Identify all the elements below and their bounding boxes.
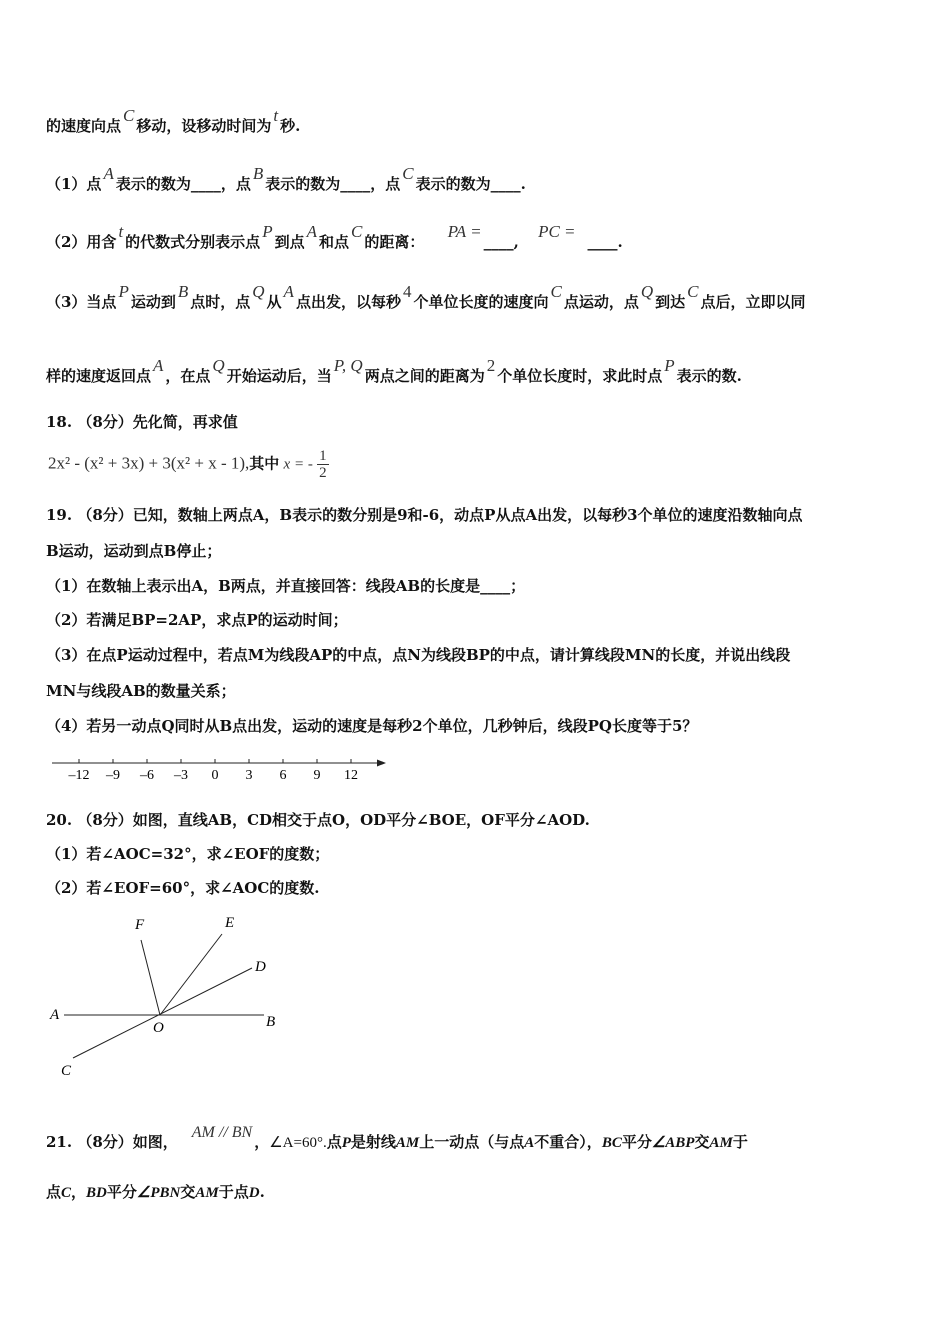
q19-part3-line2: MN与线段AB的数量关系； <box>46 682 236 700</box>
parallel-expr: AM // BN <box>191 1124 253 1141</box>
number-line-label: 12 <box>344 768 358 783</box>
label-a: A <box>50 1007 60 1023</box>
number-line-label: –9 <box>106 768 120 783</box>
q19-part3-line1: （3）在点P运动过程中，若点M为线段AP的中点，点N为线段BP的中点，请计算线段MN的长度，并说出线段 <box>46 646 791 664</box>
q19-line1: 19. （8分）已知，数轴上两点A，B表示的数分别是9和-6，动点P从点A出发，以每秒3个单位的速度沿数轴向点 <box>46 506 803 524</box>
number-line-label: 3 <box>245 768 253 783</box>
q17-part1: （1）点A表示的数为____，点B表示的数为____，点C表示的数为____. <box>46 164 526 193</box>
angle-figure <box>40 905 300 1085</box>
label-e: E <box>225 915 235 931</box>
q17-part2: （2）用含t的代数式分别表示点P到点A和点C的距离： PA =____, PC =____. <box>46 222 623 251</box>
q21-line1: 21. （8分）如图，AM // BN，∠A=60°.点P是射线AM上一动点（与点A不重合），BC平分∠ABP交AM于 <box>46 1124 748 1151</box>
q17-part3-line1: （3）当点P运动到B点时，点Q从A点出发，以每秒4个单位长度的速度向C点运动，点Q到达C点后，立即以同 <box>46 282 806 311</box>
q20-part1: （1）若∠AOC=32°，求∠EOF的度数； <box>46 845 330 863</box>
number-line-label: 9 <box>313 768 321 783</box>
label-f: F <box>135 917 145 933</box>
label-o: O <box>153 1020 164 1036</box>
label-b: B <box>266 1014 276 1030</box>
q21-line2: 点C，BD平分∠PBN交AM于点D. <box>46 1183 265 1201</box>
q19-part1: （1）在数轴上表示出A，B两点，并直接回答：线段AB的长度是____； <box>46 577 526 595</box>
q17-part3-line2: 样的速度返回点A，在点Q开始运动后，当P, Q两点之间的距离为2个单位长度时，求此时点P表示的数. <box>46 356 742 385</box>
pc-expr: PC = <box>538 222 576 241</box>
number-line-label: –3 <box>174 768 188 783</box>
q18-formula: 2x² - (x² + 3x) + 3(x² + x - 1),其中 x = - $\frac{1}{2}$ <box>48 448 327 481</box>
number-line <box>46 752 396 784</box>
q20-line1: 20. （8分）如图，直线AB，CD相交于点O，OD平分∠BOE，OF平分∠AOD. <box>46 811 590 829</box>
fraction-one-half: $\frac{1}{2}$ <box>319 448 327 481</box>
q18-title: 18. （8分）先化简，再求值 <box>46 413 238 431</box>
q18-expression: 2x² - (x² + 3x) + 3(x² + x - 1), <box>48 453 250 473</box>
q19-part4: （4）若另一动点Q同时从B点出发，运动的速度是每秒2个单位，几秒钟后，线段PQ长度等于5？ <box>46 717 698 735</box>
pa-expr: PA = <box>447 222 482 241</box>
var-t: t <box>273 106 279 125</box>
q20-part2: （2）若∠EOF=60°，求∠AOC的度数. <box>46 879 320 897</box>
line-cd <box>73 968 252 1058</box>
label-c: C <box>61 1063 72 1079</box>
number-line-label: 6 <box>279 768 287 783</box>
q19-line2: B运动，运动到点B停止； <box>46 542 222 560</box>
ray-of <box>141 940 160 1015</box>
number-line-label: 0 <box>211 768 219 783</box>
q17-line0: 的速度向点C移动，设移动时间为t秒. <box>46 106 301 135</box>
number-line-label: –12 <box>68 768 90 783</box>
ray-oe <box>160 934 222 1015</box>
var-c: C <box>123 106 135 125</box>
label-d: D <box>255 959 266 975</box>
number-line-label: –6 <box>140 768 154 783</box>
q19-part2: （2）若满足BP=2AP，求点P的运动时间； <box>46 611 348 629</box>
